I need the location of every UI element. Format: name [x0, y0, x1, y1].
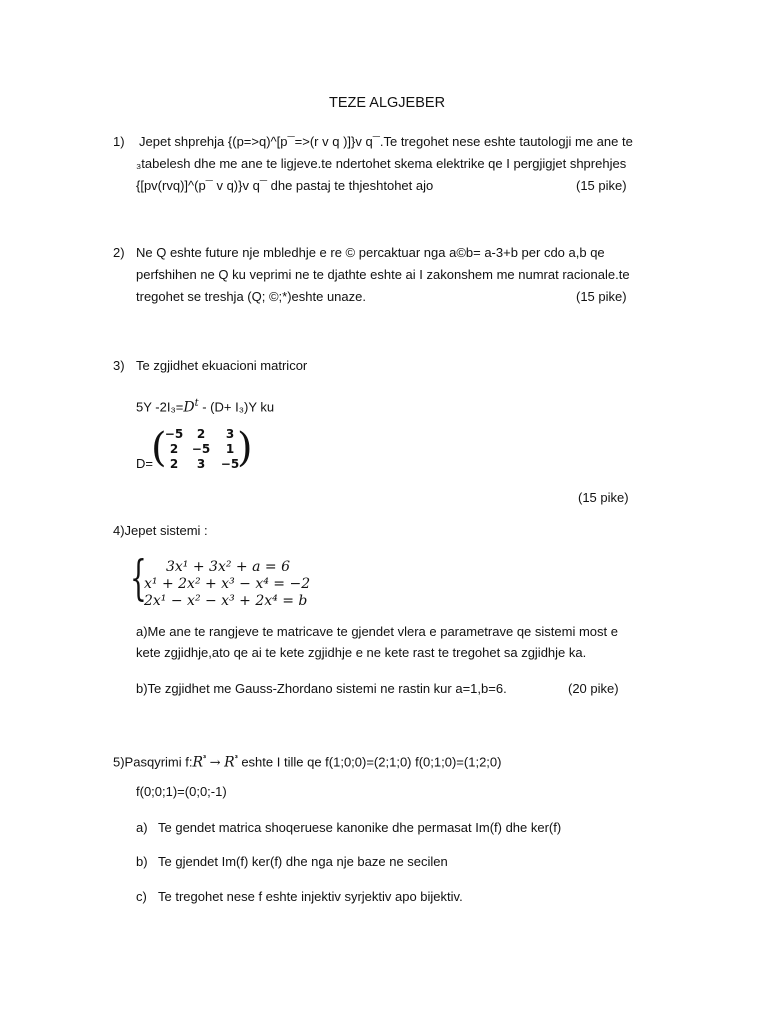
q5-arrow: →	[209, 755, 221, 771]
matrix-cell: −5	[191, 442, 211, 456]
page-title: TEZE ALGJEBER	[329, 95, 446, 111]
q3-equation	[136, 396, 274, 415]
q3-eq-left: 5Y -2I₃=	[136, 399, 184, 415]
q4-eq1: 3x¹ + 3x² + a = 6	[166, 559, 290, 575]
matrix-cell: 1	[225, 442, 235, 456]
q4-header: 4)Jepet sistemi :	[113, 523, 208, 538]
q3-eq-t: t	[194, 398, 199, 409]
matrix-left-paren: (	[151, 425, 167, 471]
matrix-cell: 3	[225, 427, 235, 441]
system-brace: {	[130, 550, 147, 606]
q1-number: 1)	[113, 134, 125, 149]
q3-points: (15 pike)	[578, 490, 629, 505]
q3-line1: Te zgjidhet ekuacioni matricor	[136, 358, 308, 373]
q1-points: (15 pike)	[576, 178, 627, 193]
q5-r1: R	[192, 754, 204, 771]
matrix-cell: −5	[164, 427, 184, 441]
q2-number: 2)	[113, 245, 125, 260]
q3-number: 3)	[113, 358, 125, 373]
q2-line1: Ne Q eshte future nje mbledhje e re © percaktuar nga a©b= a-3+b per cdo a,b qe	[136, 245, 605, 260]
q5-a-label: a)	[136, 820, 148, 835]
q4-eq2: x¹ + 2x² + x³ − x⁴ = −2	[144, 576, 311, 592]
q5-rest: eshte I tille qe f(1;0;0)=(2;1;0) f(0;1;0)=(1;2;0)	[237, 754, 502, 770]
q1-line2: ₃tabelesh dhe me ane te ligjeve.te ndertohet skema elektrike qe I pergjigjet shprehjes	[136, 156, 627, 171]
matrix-cell: 2	[196, 427, 206, 441]
q5-line1	[113, 750, 501, 771]
q3-d-label: D=	[136, 456, 153, 471]
q3-matrix	[151, 426, 269, 472]
q4-b-line: b)Te zgjidhet me Gauss-Zhordano sistemi ne rastin kur a=1,b=6.	[136, 681, 507, 696]
matrix-cell: 3	[196, 457, 206, 471]
q5-b-text: Te gjendet Im(f) ker(f) dhe nga nje baze ne secilen	[158, 854, 448, 869]
q4-points: (20 pike)	[568, 681, 619, 696]
matrix-cell: 2	[169, 457, 179, 471]
q4-a-line2: kete zgjidhje,ato qe ai te kete zgjidhje e ne kete rast te tregohet sa zgjidhje ka.	[136, 645, 587, 660]
q5-c-text: Te tregohet nese f eshte injektiv syrjektiv apo bijektiv.	[158, 889, 463, 904]
matrix-cell: −5	[220, 457, 240, 471]
q2-points: (15 pike)	[576, 289, 627, 304]
matrix-cell: 2	[169, 442, 179, 456]
q5-prefix: 5)Pasqyrimi f:	[113, 754, 193, 770]
matrix-right-paren: )	[237, 425, 253, 471]
q5-line2: f(0;0;1)=(0;0;-1)	[136, 784, 227, 799]
q5-c-label: c)	[136, 889, 147, 904]
q4-a-line1: a)Me ane te rangjeve te matricave te gjendet vlera e parametrave qe sistemi most e	[136, 624, 618, 639]
q2-line3: tregohet se treshja (Q; ©;*)eshte unaze.	[136, 289, 366, 304]
q2-line2: perfshihen ne Q ku veprimi ne te djathte eshte ai I zakonshem me numrat racionale.te	[136, 267, 630, 282]
q5-sup1: ³	[203, 753, 207, 763]
q5-b-label: b)	[136, 854, 148, 869]
q3-eq-right: - (D+ I₃)Y ku	[202, 399, 275, 415]
q5-sup2: ³	[234, 753, 238, 763]
q1-line1: Jepet shprehja {(p=>q)^[p¯=>(r v q )]}v q¯.Te tregohet nese eshte tautologji me ane te	[139, 134, 633, 149]
q1-line3: {[pv(rvq)]^(p¯ v q)}v q¯ dhe pastaj te thjeshtohet ajo	[136, 178, 434, 193]
q4-eq3: 2x¹ − x² − x³ + 2x⁴ = b	[144, 593, 308, 609]
q5-r2: R	[224, 754, 235, 771]
q3-eq-d: D	[183, 399, 195, 416]
q5-a-text: Te gendet matrica shoqeruese kanonike dhe permasat Im(f) dhe ker(f)	[158, 820, 562, 835]
